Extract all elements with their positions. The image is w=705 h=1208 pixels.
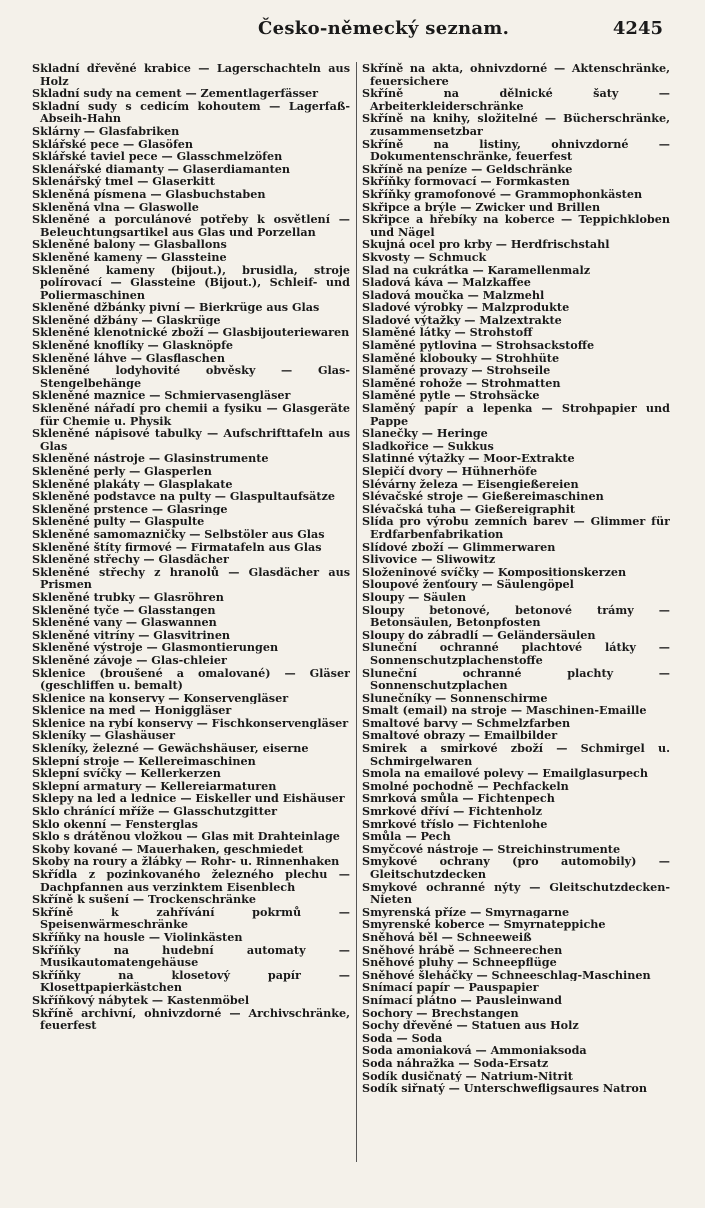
glossary-entry: Skříňky na housle — Violinkästen	[32, 930, 243, 944]
glossary-entry: Skleněné maznice — Schmiervasengläser	[32, 389, 291, 403]
glossary-entry: Smyrenská příze — Smyrnagarne	[362, 905, 570, 919]
page-number: 4245	[612, 18, 663, 39]
glossary-entry: Sklárny — Glasfabriken	[32, 124, 180, 138]
glossary-entry: Skřipce a hřebíky na koberce — Teppichkloben und Nägel	[362, 213, 670, 239]
glossary-entry: Skleněné trubky — Glasröhren	[32, 590, 224, 604]
glossary-entry: Smrkové tříslo — Fichtenlohe	[362, 817, 548, 831]
glossary-entry: Smaltové obrazy — Emailbilder	[362, 729, 558, 743]
glossary-entry: Soda náhražka — Soda-Ersatz	[362, 1056, 549, 1070]
glossary-entry: Sklepní svíčky — Kellerkerzen	[32, 767, 221, 780]
glossary-entry: Skladní dřevěné krabice — Lagerschachteln aus Holz	[32, 62, 350, 88]
glossary-entry: Slivovice — Sliwowitz	[362, 553, 496, 566]
glossary-entry: Skříňky na hudební automaty — Musikautomatengehäuse	[32, 943, 350, 969]
glossary-entry: Snímací plátno — Pausleinwand	[362, 993, 562, 1007]
glossary-entry: Sklářské taviel pece — Glasschmelzöfen	[32, 150, 283, 163]
glossary-entry: Skleněné vany — Glaswannen	[32, 616, 217, 629]
glossary-entry: Skleněné samomazničky — Selbstöler aus Glas	[32, 527, 325, 541]
glossary-entry: Smyrenské koberce — Smyrnateppiche	[362, 918, 606, 931]
glossary-entry: Skříňky na klosetový papír — Klosettpapierkästchen	[32, 968, 350, 994]
glossary-entry: Sochory — Brechstangen	[362, 1006, 519, 1020]
glossary-entry: Sklepní stroje — Kellereimaschinen	[32, 754, 256, 768]
glossary-entry: Sloupy betonové, betonové trámy — Betonsäulen, Betonpfosten	[362, 603, 670, 629]
glossary-entry: Skleněné podstavce na pulty — Glaspultaufsätze	[32, 490, 335, 503]
glossary-entry: Sněhová běl — Schneeweiß	[362, 930, 532, 944]
page-header	[0, 18, 705, 46]
glossary-entry: Sklenice na med — Honiggläser	[32, 704, 232, 717]
glossary-entry: Sklenářské diamanty — Glaserdiamanten	[32, 162, 291, 176]
glossary-entry: Skříně na dělnické šaty — Arbeiterkleiderschränke	[362, 87, 670, 113]
glossary-entry: Skleněná písmena — Glasbuchstaben	[32, 187, 266, 201]
glossary-entry: Soda amoniaková — Ammoniaksoda	[362, 1044, 587, 1057]
glossary-entry: Skleníky — Glashäuser	[32, 729, 175, 743]
glossary-entry: Skladní sudy na cement — Zementlagerfässer	[32, 87, 319, 100]
glossary-entry: Skleněné plakáty — Glasplakate	[32, 477, 233, 491]
glossary-entry: Smyčcové nástroje — Streichinstrumente	[362, 842, 621, 856]
glossary-entry: Skleněné tyče — Glasstangen	[32, 603, 216, 617]
glossary-entry: Sluneční ochranné plachtové látky — Sonnenschutzplachenstoffe	[362, 641, 670, 667]
glossary-entry: Skleněné balony — Glasballons	[32, 238, 227, 251]
glossary-entry: Sochy dřevěné — Statuen aus Holz	[362, 1019, 579, 1032]
glossary-entry: Sloupy — Säulen	[362, 590, 467, 604]
glossary-entry: Skoby na roury a žlábky — Rohr- u. Rinnenhaken	[32, 855, 340, 868]
glossary-entry: Skleníky, železné — Gewächshäuser, eiserne	[32, 742, 309, 755]
glossary-entry: Skleněné džbány — Glaskrüge	[32, 313, 221, 327]
glossary-entry: Sklo chránící mříže — Glasschutzgitter	[32, 805, 277, 818]
glossary-entry: Slepičí dvory — Hühnerhöfe	[362, 465, 538, 478]
glossary-entry: Skleněné kameny — Glassteine	[32, 250, 227, 264]
glossary-entry: Skoby kované — Mauerhaken, geschmiedet	[32, 842, 304, 856]
glossary-entry: Slaměné rohože — Strohmatten	[362, 376, 561, 390]
glossary-entry: Skladní sudy s cedicím kohoutem — Lagerfaß-Abseih-Hahn	[32, 99, 350, 125]
glossary-entry: Skleněné nářadí pro chemii a fysiku — Glasgeräte für Chemie u. Physik	[32, 402, 350, 428]
glossary-entry: Smaltové barvy — Schmelzfarben	[362, 716, 571, 730]
glossary-entry: Sladkořice — Sukkus	[362, 439, 494, 453]
glossary-entry: Smůla — Pech	[362, 830, 451, 843]
glossary-entry: Slaměný papír a lepenka — Strohpapier und Pappe	[362, 402, 670, 428]
glossary-entry: Slaměné klobouky — Strohhüte	[362, 351, 560, 365]
glossary-entry: Skříňky formovací — Formkasten	[362, 175, 570, 188]
glossary-entry: Skleněné výstroje — Glasmontierungen	[32, 641, 279, 654]
glossary-entry: Sladová moučka — Malzmehl	[362, 288, 545, 302]
glossary-entry: Sněhové pluhy — Schneepflüge	[362, 956, 557, 969]
glossary-entry: Sluneční ochranné plachty — Sonnenschutzplachen	[362, 666, 670, 692]
glossary-entry: Skříně k zahřívání pokrmů — Speisenwärmeschränke	[32, 905, 350, 931]
glossary-entry: Skujná ocel pro krby — Herdfrischstahl	[362, 238, 610, 251]
glossary-entry: Slatinné výtažky — Moor-Extrakte	[362, 452, 575, 465]
glossary-entry: Skříně na peníze — Geldschränke	[362, 162, 573, 176]
left-column	[32, 62, 350, 1032]
glossary-entry: Smrková smůla — Fichtenpech	[362, 792, 555, 806]
glossary-entry: Skleněné pulty — Glaspulte	[32, 515, 205, 528]
glossary-entry: Složeninové svíčky — Kompositionskerzen	[362, 565, 627, 579]
glossary-entry: Skleněná vlna — Glaswolle	[32, 200, 199, 214]
glossary-entry: Sklo s drátěnou vložkou — Glas mit Drahteinlage	[32, 830, 340, 843]
glossary-entry: Sklepy na led a lednice — Eiskeller und Eishäuser	[32, 792, 345, 806]
glossary-entry: Sklepní armatury — Kellereiarmaturen	[32, 779, 277, 793]
glossary-entry: Slévárny železa — Eisengießereien	[362, 477, 579, 491]
glossary-entry: Sodík dusičnatý — Natrium-Nitrit	[362, 1069, 573, 1083]
glossary-entry: Skleněné džbánky pivní — Bierkrüge aus Glas	[32, 301, 320, 314]
glossary-entry: Slanečky — Heringe	[362, 427, 488, 440]
glossary-entry: Skleněné lodyhovité obvěsky — Glas-Stengelbehänge	[32, 364, 350, 390]
glossary-entry: Sklenice na konservy — Konservengläser	[32, 691, 289, 705]
glossary-entry: Skleněné a porculánové potřeby k osvětlení — Beleuchtungsartikel aus Glas und Porzellan	[32, 213, 350, 239]
glossary-entry: Skleněné střechy — Glasdächer	[32, 553, 229, 566]
glossary-entry: Skleněné střechy z hranolů — Glasdächer aus Prismen	[32, 565, 350, 591]
glossary-entry: Slídové zboží — Glimmerwaren	[362, 540, 556, 554]
glossary-entry: Skleněné závoje — Glas-chleier	[32, 653, 227, 667]
glossary-entry: Skleněné láhve — Glasflaschen	[32, 351, 226, 365]
glossary-entry: Sněhové hrábě — Schneerechen	[362, 943, 563, 957]
glossary-entry: Slévačské stroje — Gießereimaschinen	[362, 490, 604, 503]
glossary-entry: Smola na emailové polevy — Emailglasurpech	[362, 767, 649, 780]
glossary-entry: Sladová káva — Malzkaffee	[362, 276, 531, 289]
glossary-entry: Skleněné nápisové tabulky — Aufschrifttafeln aus Glas	[32, 427, 350, 453]
glossary-entry: Sklářské pece — Glasöfen	[32, 137, 194, 151]
glossary-entry: Sloupy do zábradlí — Geländersäulen	[362, 628, 596, 642]
column-divider	[356, 62, 357, 1162]
glossary-entry: Smalt (email) na stroje — Maschinen-Emaille	[362, 704, 647, 717]
glossary-entry: Skleněné vitríny — Glasvitrinen	[32, 628, 231, 642]
page-title: Česko-německý seznam.	[258, 18, 510, 39]
glossary-entry: Skvosty — Schmuck	[362, 250, 487, 264]
glossary-entry: Skleněné perly — Glasperlen	[32, 465, 212, 478]
glossary-entry: Skleněné knoflíky — Glasknöpfe	[32, 339, 234, 352]
glossary-entry: Slaměné pytle — Strohsäcke	[362, 389, 540, 403]
glossary-entry: Skleněné kameny (bijout.), brusidla, stroje polírovací — Glassteine (Bijout.), Schleif- und Poliermaschinen	[32, 263, 350, 302]
glossary-entry: Soda — Soda	[362, 1031, 443, 1045]
right-column	[362, 62, 670, 1095]
glossary-entry: Skříňky gramofonové — Grammophonkästen	[362, 187, 643, 201]
glossary-entry: Sloupové ženťoury — Säulengöpel	[362, 578, 574, 591]
glossary-entry: Snímací papír — Pauspapier	[362, 981, 539, 994]
glossary-entry: Sklenářský tmel — Glaserkitt	[32, 175, 215, 188]
glossary-entry: Skřipce a brýle — Zwicker und Brillen	[362, 200, 601, 214]
glossary-entry: Sladové výtažky — Malzextrakte	[362, 313, 562, 327]
glossary-entry: Skříně na akta, ohnivzdorné — Aktenschränke, feuersichere	[362, 62, 670, 88]
glossary-entry: Smirek a smirkové zboží — Schmirgel u. Schmirgelwaren	[362, 742, 670, 768]
glossary-entry: Slída pro výrobu zemních barev — Glimmer für Erdfarbenfabrikation	[362, 515, 670, 541]
glossary-entry: Sklenice (broušené a omalované) — Gläser (geschliffen u. bemalt)	[32, 666, 350, 692]
glossary-entry: Skřídla z pozinkovaného železného plechu — Dachpfannen aus verzinktem Eisenblech	[32, 868, 350, 894]
glossary-entry: Skleněné klenotnické zboží — Glasbijouteriewaren	[32, 326, 350, 340]
glossary-entry: Slaměné provazy — Strohseile	[362, 364, 551, 377]
glossary-entry: Smykové ochrany (pro automobily) — Gleitschutzdecken	[362, 855, 670, 881]
glossary-entry: Slad na cukrátka — Karamellenmalz	[362, 263, 591, 277]
glossary-entry: Skříně na knihy, složitelné — Bücherschränke, zusammensetzbar	[362, 112, 670, 138]
glossary-entry: Skříně archivní, ohnivzdorné — Archivschränke, feuerfest	[32, 1006, 350, 1032]
glossary-entry: Sklenice na rybí konservy — Fischkonservengläser	[32, 716, 349, 730]
glossary-entry: Skříně na listiny, ohnivzdorné — Dokumentenschränke, feuerfest	[362, 137, 670, 163]
glossary-entry: Slaměné látky — Strohstoff	[362, 326, 533, 340]
glossary-entry: Skleněné štíty firmové — Firmatafeln aus Glas	[32, 540, 322, 554]
glossary-entry: Skleněné nástroje — Glasinstrumente	[32, 452, 269, 465]
glossary-entry: Smrkové dříví — Fichtenholz	[362, 805, 542, 818]
glossary-entry: Smolné pochodně — Pechfackeln	[362, 779, 569, 793]
glossary-entry: Slunečníky — Sonnenschirme	[362, 691, 548, 705]
glossary-entry: Skříňkový nábytek — Kastenmöbel	[32, 993, 250, 1007]
glossary-entry: Sněhové šleháčky — Schneeschlag-Maschinen	[362, 968, 651, 982]
glossary-entry: Slévačská tuha — Gießereigraphit	[362, 502, 576, 516]
glossary-entry: Sodík siřnatý — Unterschwefligsaures Natron	[362, 1082, 648, 1095]
glossary-entry: Smykové ochranné nýty — Gleitschutzdecken-Nieten	[362, 880, 670, 906]
glossary-entry: Skříně k sušení — Trockenschränke	[32, 893, 257, 906]
glossary-entry: Skleněné prstence — Glasringe	[32, 502, 228, 516]
glossary-entry: Sklo okenní — Fensterglas	[32, 817, 198, 831]
glossary-entry: Slaměné pytlovina — Strohsackstoffe	[362, 339, 595, 352]
glossary-entry: Sladové výrobky — Malzprodukte	[362, 301, 570, 314]
